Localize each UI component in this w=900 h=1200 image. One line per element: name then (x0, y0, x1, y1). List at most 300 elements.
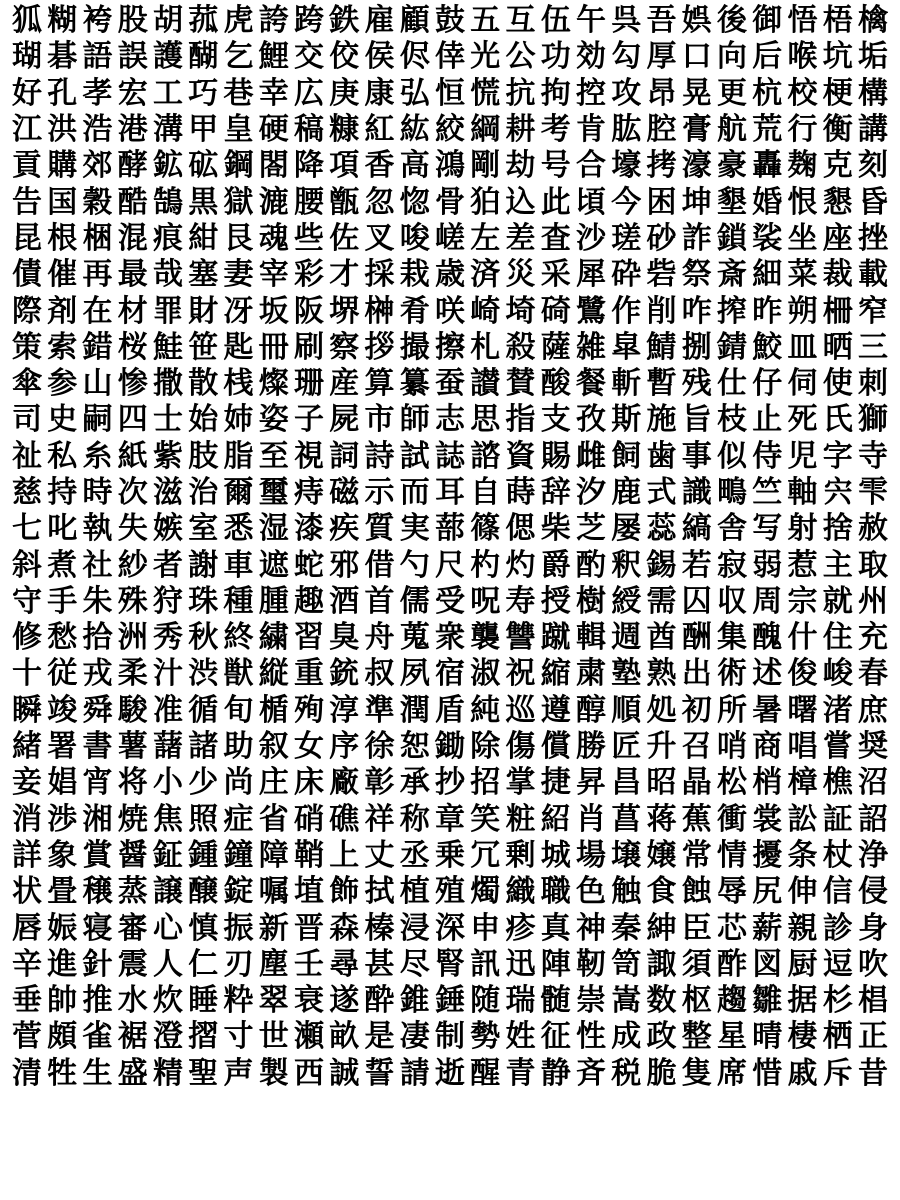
kanji-glyph: 製 (258, 1055, 289, 1091)
kanji-glyph: 進 (47, 946, 78, 982)
kanji-glyph: 梧 (822, 3, 853, 39)
kanji-glyph: 坐 (787, 220, 818, 256)
kanji-glyph: 杓 (470, 547, 501, 583)
kanji-glyph: 構 (858, 75, 888, 111)
kanji-glyph: 獣 (223, 656, 254, 692)
kanji-glyph: 支 (540, 402, 571, 438)
kanji-glyph: 号 (540, 148, 571, 184)
kanji-glyph: 狩 (153, 583, 183, 619)
kanji-glyph: 弱 (752, 547, 783, 583)
kanji-glyph: 襲 (470, 620, 501, 656)
kanji-glyph: 雌 (576, 438, 606, 474)
kanji-glyph: 捷 (540, 765, 571, 801)
kanji-glyph: 喉 (787, 39, 818, 75)
kanji-glyph: 住 (822, 620, 853, 656)
kanji-glyph: 仁 (188, 946, 219, 982)
kanji-glyph: 菖 (611, 801, 642, 837)
kanji-glyph: 拾 (82, 620, 113, 656)
kanji-glyph: 伍 (540, 3, 571, 39)
kanji-glyph: 股 (117, 3, 148, 39)
kanji-glyph: 成 (611, 1019, 642, 1055)
kanji-glyph: 艮 (223, 220, 254, 256)
kanji-glyph: 慈 (12, 475, 42, 510)
kanji-glyph: 嗣 (82, 402, 113, 438)
kanji-glyph: 跨 (294, 3, 324, 39)
kanji-glyph: 坑 (822, 39, 853, 75)
kanji-glyph: 攻 (611, 75, 642, 111)
kanji-glyph: 正 (858, 1019, 888, 1055)
kanji-glyph: 質 (364, 511, 395, 547)
kanji-glyph: 礁 (329, 801, 360, 837)
kanji-glyph: 厨 (787, 946, 818, 982)
kanji-glyph: 后 (752, 39, 783, 75)
kanji-glyph: 港 (117, 112, 148, 148)
kanji-glyph: 蚕 (435, 366, 465, 402)
kanji-glyph: 趨 (717, 983, 747, 1019)
kanji-glyph: 試 (399, 438, 430, 474)
kanji-glyph: 心 (153, 910, 183, 946)
kanji-glyph: 沙 (576, 220, 606, 256)
kanji-row (0, 184, 900, 220)
kanji-glyph: 刻 (858, 148, 888, 184)
kanji-glyph: 車 (223, 547, 254, 583)
kanji-glyph: 昭 (646, 765, 677, 801)
kanji-glyph: 鯖 (646, 329, 677, 365)
kanji-glyph: 巷 (223, 75, 254, 111)
kanji-glyph: 視 (294, 438, 324, 474)
kanji-glyph: 囚 (681, 583, 712, 619)
kanji-glyph: 窄 (858, 293, 888, 329)
kanji-glyph: 惹 (787, 547, 818, 583)
kanji-glyph: 硬 (258, 112, 289, 148)
kanji-glyph: 枝 (717, 402, 747, 438)
kanji-glyph: 公 (505, 39, 536, 75)
kanji-row (0, 838, 900, 874)
kanji-glyph: 互 (505, 3, 536, 39)
kanji-glyph: 蔀 (435, 511, 465, 547)
kanji-glyph: 姿 (258, 402, 289, 438)
kanji-glyph: 滋 (153, 475, 183, 510)
kanji-glyph: 種 (223, 583, 254, 619)
kanji-glyph: 咋 (681, 293, 712, 329)
kanji-glyph: 事 (681, 438, 712, 474)
kanji-glyph: 似 (717, 438, 747, 474)
kanji-glyph: 罪 (153, 293, 183, 329)
kanji-glyph: 楯 (258, 692, 289, 728)
kanji-glyph: 顧 (399, 3, 430, 39)
kanji-glyph: 寸 (223, 1019, 254, 1055)
kanji-glyph: 臣 (681, 910, 712, 946)
kanji-glyph: 嬢 (646, 837, 677, 873)
kanji-glyph: 綱 (470, 112, 501, 148)
kanji-glyph: 初 (681, 692, 712, 728)
kanji-glyph: 蕊 (646, 511, 677, 547)
kanji-glyph: 酷 (117, 184, 148, 220)
kanji-glyph: 謝 (188, 547, 219, 583)
kanji-glyph: 斬 (611, 366, 642, 402)
kanji-glyph: 菅 (12, 1019, 42, 1055)
kanji-glyph: 甚 (364, 946, 395, 982)
kanji-glyph: 嘱 (258, 874, 289, 910)
kanji-glyph: 作 (611, 293, 642, 329)
kanji-glyph: 飼 (611, 438, 642, 474)
kanji-glyph: 璽 (258, 475, 289, 510)
kanji-glyph: 生 (82, 1055, 113, 1091)
kanji-glyph: 私 (47, 438, 78, 474)
kanji-glyph: 触 (611, 874, 642, 910)
kanji-glyph: 娼 (47, 765, 78, 801)
kanji-glyph: 七 (12, 511, 42, 547)
kanji-glyph: 三 (858, 329, 888, 365)
kanji-glyph: 厚 (646, 39, 677, 75)
kanji-glyph: 象 (47, 837, 78, 873)
kanji-glyph: 昨 (752, 293, 783, 329)
kanji-glyph: 抗 (505, 75, 536, 111)
kanji-glyph: 恨 (787, 184, 818, 220)
kanji-glyph: 檎 (858, 3, 888, 39)
kanji-glyph: 冊 (258, 329, 289, 365)
kanji-glyph: 春 (858, 656, 888, 692)
kanji-glyph: 森 (329, 910, 360, 946)
kanji-row (0, 293, 900, 329)
kanji-glyph: 晋 (294, 910, 324, 946)
kanji-glyph: 借 (364, 547, 395, 583)
kanji-glyph: 識 (681, 475, 712, 510)
kanji-glyph: 粋 (223, 983, 254, 1019)
kanji-glyph: 鼓 (435, 3, 465, 39)
kanji-glyph: 整 (681, 1019, 712, 1055)
kanji-glyph: 昌 (611, 765, 642, 801)
kanji-glyph: 算 (364, 366, 395, 402)
kanji-glyph: 賛 (505, 366, 536, 402)
kanji-glyph: 椙 (858, 983, 888, 1019)
kanji-glyph: 食 (646, 874, 677, 910)
kanji-glyph: 豪 (717, 148, 747, 184)
kanji-glyph: 嵩 (611, 983, 642, 1019)
kanji-glyph: 詩 (364, 438, 395, 474)
kanji-glyph: 諮 (470, 438, 501, 474)
kanji-glyph: 洪 (47, 112, 78, 148)
kanji-row (0, 547, 900, 583)
kanji-glyph: 神 (576, 910, 606, 946)
kanji-glyph: 搾 (717, 293, 747, 329)
kanji-glyph: 肢 (188, 438, 219, 474)
kanji-glyph: 根 (47, 220, 78, 256)
kanji-glyph: 剰 (505, 837, 536, 873)
kanji-glyph: 少 (188, 765, 219, 801)
kanji-glyph: 産 (329, 366, 360, 402)
kanji-glyph: 酢 (717, 946, 747, 982)
kanji-row (0, 330, 900, 366)
kanji-glyph: 諸 (188, 729, 219, 765)
kanji-glyph: 寝 (82, 910, 113, 946)
kanji-glyph: 乗 (435, 837, 465, 873)
kanji-glyph: 鐘 (223, 837, 254, 873)
kanji-glyph: 坤 (681, 184, 712, 220)
kanji-glyph: 史 (47, 402, 78, 438)
kanji-glyph: 腔 (646, 112, 677, 148)
kanji-glyph: 鯉 (258, 39, 289, 75)
kanji-row (0, 39, 900, 75)
kanji-glyph: 紙 (117, 438, 148, 474)
kanji-glyph: 助 (223, 729, 254, 765)
kanji-glyph: 嵯 (435, 220, 465, 256)
kanji-glyph: 肴 (399, 293, 430, 329)
kanji-glyph: 掌 (505, 765, 536, 801)
kanji-glyph: 潤 (399, 692, 430, 728)
kanji-glyph: 紫 (153, 438, 183, 474)
kanji-glyph: 巧 (188, 75, 219, 111)
kanji-glyph: 女 (294, 729, 324, 765)
kanji-glyph: 鹿 (611, 475, 642, 510)
kanji-glyph: 勝 (576, 729, 606, 765)
kanji-glyph: 叉 (364, 220, 395, 256)
kanji-glyph: 輯 (576, 620, 606, 656)
kanji-glyph: 彰 (364, 765, 395, 801)
kanji-row (0, 76, 900, 112)
kanji-glyph: 臭 (329, 620, 360, 656)
kanji-glyph: 辞 (540, 475, 571, 510)
kanji-glyph: 詐 (681, 220, 712, 256)
kanji-row (0, 475, 900, 511)
kanji-glyph: 瑳 (611, 220, 642, 256)
kanji-glyph: 骨 (435, 184, 465, 220)
kanji-glyph: 貢 (12, 148, 42, 184)
kanji-glyph: 再 (82, 257, 113, 293)
kanji-glyph: 誤 (117, 39, 148, 75)
kanji-glyph: 集 (717, 620, 747, 656)
kanji-glyph: 盾 (435, 692, 465, 728)
kanji-glyph: 裁 (822, 257, 853, 293)
kanji-glyph: 色 (576, 874, 606, 910)
kanji-glyph: 指 (505, 402, 536, 438)
kanji-glyph: 腫 (258, 583, 289, 619)
kanji-glyph: 梱 (82, 220, 113, 256)
kanji-glyph: 考 (540, 112, 571, 148)
kanji-glyph: 挫 (858, 220, 888, 256)
kanji-glyph: 雫 (858, 475, 888, 510)
kanji-glyph: 射 (787, 511, 818, 547)
kanji-glyph: 在 (82, 293, 113, 329)
kanji-row (0, 402, 900, 438)
kanji-glyph: 桜 (117, 329, 148, 365)
kanji-glyph: 人 (153, 946, 183, 982)
kanji-glyph: 最 (117, 257, 148, 293)
kanji-glyph: 袴 (82, 3, 113, 39)
kanji-glyph: 自 (470, 475, 501, 510)
kanji-glyph: 繍 (258, 620, 289, 656)
kanji-glyph: 燦 (258, 366, 289, 402)
kanji-glyph: 信 (822, 874, 853, 910)
kanji-row (0, 983, 900, 1019)
kanji-glyph: 旬 (223, 692, 254, 728)
kanji-glyph: 拘 (540, 75, 571, 111)
kanji-glyph: 材 (117, 293, 148, 329)
kanji-glyph: 深 (435, 910, 465, 946)
kanji-glyph: 錐 (399, 983, 430, 1019)
kanji-glyph: 暑 (752, 692, 783, 728)
kanji-glyph: 崎 (470, 293, 501, 329)
kanji-glyph: 恕 (399, 729, 430, 765)
kanji-glyph: 載 (858, 257, 888, 293)
kanji-glyph: 唆 (399, 220, 430, 256)
kanji-glyph: 錆 (717, 329, 747, 365)
kanji-row (0, 584, 900, 620)
kanji-glyph: 慌 (470, 75, 501, 111)
kanji-glyph: 吹 (858, 946, 888, 982)
kanji-glyph: 四 (117, 402, 148, 438)
kanji-glyph: 佐 (329, 220, 360, 256)
kanji-glyph: 殊 (117, 583, 148, 619)
kanji-glyph: 魂 (258, 220, 289, 256)
kanji-glyph: 耳 (435, 475, 465, 510)
kanji-glyph: 砿 (188, 148, 219, 184)
kanji-glyph: 語 (82, 39, 113, 75)
kanji-glyph: 州 (858, 583, 888, 619)
kanji-glyph: 砂 (646, 220, 677, 256)
kanji-glyph: 爵 (540, 547, 571, 583)
kanji-glyph: 宵 (82, 765, 113, 801)
kanji-glyph: 剛 (470, 148, 501, 184)
kanji-glyph: 祭 (681, 257, 712, 293)
kanji-glyph: 後 (717, 3, 747, 39)
kanji-glyph: 壌 (611, 837, 642, 873)
kanji-glyph: 宗 (787, 583, 818, 619)
kanji-glyph: 商 (752, 729, 783, 765)
kanji-glyph: 蹴 (540, 620, 571, 656)
kanji-glyph: 栖 (822, 1019, 853, 1055)
kanji-glyph: 什 (787, 620, 818, 656)
kanji-glyph: 乞 (223, 39, 254, 75)
kanji-glyph: 札 (470, 329, 501, 365)
kanji-glyph: 灼 (505, 547, 536, 583)
kanji-glyph: 署 (47, 729, 78, 765)
kanji-glyph: 畝 (329, 1019, 360, 1055)
kanji-glyph: 粧 (505, 801, 536, 837)
kanji-glyph: 紗 (117, 547, 148, 583)
kanji-glyph: 諏 (646, 946, 677, 982)
kanji-glyph: 制 (435, 1019, 465, 1055)
kanji-glyph: 靭 (576, 946, 606, 982)
kanji-glyph: 冗 (470, 837, 501, 873)
kanji-glyph: 治 (188, 475, 219, 510)
kanji-glyph: 散 (188, 366, 219, 402)
kanji-glyph: 佼 (329, 39, 360, 75)
kanji-glyph: 哨 (717, 729, 747, 765)
kanji-glyph: 衡 (822, 112, 853, 148)
kanji-glyph: 呪 (470, 583, 501, 619)
kanji-glyph: 惜 (752, 1055, 783, 1091)
kanji-glyph: 尺 (435, 547, 465, 583)
kanji-glyph: 耕 (505, 112, 536, 148)
kanji-glyph: 弘 (399, 75, 430, 111)
kanji-glyph: 承 (399, 765, 430, 801)
kanji-glyph: 振 (223, 910, 254, 946)
kanji-glyph: 殖 (435, 874, 465, 910)
kanji-glyph: 高 (399, 148, 430, 184)
kanji-glyph: 蛇 (294, 547, 324, 583)
kanji-glyph: 紳 (646, 910, 677, 946)
kanji-glyph: 純 (470, 692, 501, 728)
kanji-glyph: 焼 (117, 801, 148, 837)
kanji-glyph: 至 (258, 438, 289, 474)
kanji-glyph: 荒 (752, 112, 783, 148)
kanji-glyph: 行 (787, 112, 818, 148)
kanji-glyph: 駿 (117, 692, 148, 728)
kanji-glyph: 畳 (47, 874, 78, 910)
kanji-glyph: 使 (822, 366, 853, 402)
kanji-glyph: 浩 (82, 112, 113, 148)
kanji-glyph: 梢 (752, 765, 783, 801)
kanji-glyph: 辱 (717, 874, 747, 910)
kanji-glyph: 刷 (294, 329, 324, 365)
kanji-glyph: 砦 (646, 257, 677, 293)
kanji-glyph: 習 (294, 620, 324, 656)
kanji-glyph: 譲 (153, 874, 183, 910)
kanji-glyph: 屍 (329, 402, 360, 438)
kanji-row (0, 366, 900, 402)
kanji-glyph: 国 (47, 184, 78, 220)
kanji-glyph: 慎 (188, 910, 219, 946)
kanji-glyph: 康 (364, 75, 395, 111)
kanji-glyph: 招 (470, 765, 501, 801)
kanji-glyph: 工 (153, 75, 183, 111)
kanji-glyph: 侵 (858, 874, 888, 910)
kanji-glyph: 炊 (153, 983, 183, 1019)
kanji-glyph: 刺 (858, 366, 888, 402)
kanji-glyph: 黒 (188, 184, 219, 220)
kanji-glyph: 勾 (611, 39, 642, 75)
kanji-glyph: 哉 (153, 257, 183, 293)
kanji-glyph: 笑 (470, 801, 501, 837)
kanji-glyph: 序 (329, 729, 360, 765)
kanji-glyph: 午 (576, 3, 606, 39)
kanji-glyph: 終 (223, 620, 254, 656)
kanji-glyph: 査 (540, 220, 571, 256)
kanji-glyph: 舟 (364, 620, 395, 656)
kanji-glyph: 痔 (294, 475, 324, 510)
kanji-glyph: 診 (822, 910, 853, 946)
kanji-glyph: 篠 (470, 511, 501, 547)
kanji-glyph: 星 (717, 1019, 747, 1055)
kanji-glyph: 際 (12, 293, 42, 329)
kanji-glyph: 渋 (188, 656, 219, 692)
kanji-glyph: 薪 (752, 910, 783, 946)
kanji-glyph: 昇 (576, 765, 606, 801)
kanji-glyph: 頃 (576, 184, 606, 220)
kanji-glyph: 秦 (611, 910, 642, 946)
kanji-glyph: 竣 (47, 692, 78, 728)
kanji-glyph: 身 (858, 910, 888, 946)
kanji-glyph: 匠 (611, 729, 642, 765)
kanji-glyph: 紅 (364, 112, 395, 148)
kanji-glyph: 鴫 (717, 475, 747, 510)
kanji-glyph: 誓 (364, 1055, 395, 1091)
kanji-glyph: 五 (470, 3, 501, 39)
kanji-glyph: 状 (12, 874, 42, 910)
kanji-glyph: 燭 (470, 874, 501, 910)
kanji-glyph: 鉄 (329, 3, 360, 39)
kanji-glyph: 酬 (681, 620, 712, 656)
kanji-glyph: 順 (611, 692, 642, 728)
kanji-glyph: 主 (822, 547, 853, 583)
kanji-glyph: 叱 (47, 511, 78, 547)
kanji-glyph: 擾 (752, 837, 783, 873)
kanji-row (0, 910, 900, 946)
kanji-glyph: 削 (646, 293, 677, 329)
kanji-glyph: 煮 (47, 547, 78, 583)
kanji-glyph: 述 (752, 656, 783, 692)
